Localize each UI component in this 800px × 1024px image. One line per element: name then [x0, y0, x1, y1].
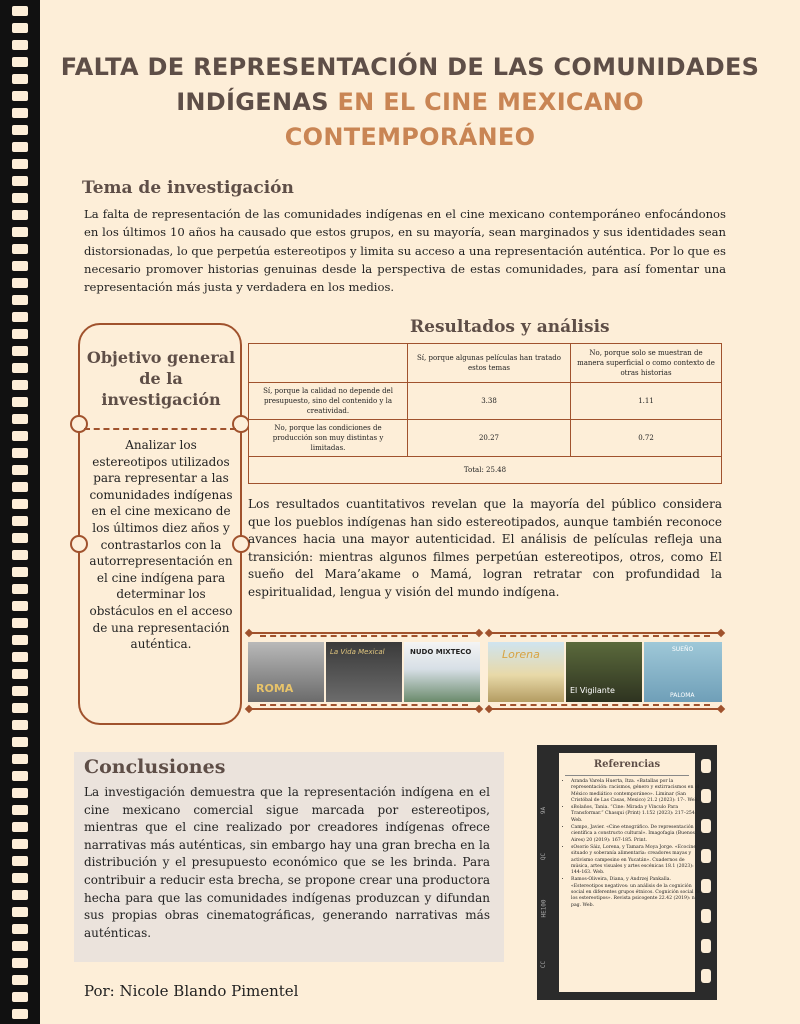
film-hole — [12, 992, 28, 1002]
film-edge-label: CC — [540, 960, 548, 969]
film-hole — [12, 754, 28, 764]
table-total: Total: 25.48 — [249, 457, 722, 484]
film-hole — [12, 737, 28, 747]
film-hole — [12, 941, 28, 951]
table-row — [249, 420, 722, 457]
divider — [84, 428, 236, 430]
film-hole — [12, 227, 28, 237]
film-hole — [12, 125, 28, 135]
strip-border — [486, 632, 724, 634]
film-hole — [12, 346, 28, 356]
film-hole — [12, 618, 28, 628]
film-hole — [12, 975, 28, 985]
reference-item: • Ramos-Oliveira, Diana, y Andrzej Pankalla. «Estereotipos negativos: un análisis de la cognición social en diferentes grupos étnicos. Cognición social de los estereotipos». Revista psicogente 22.42 (2019): n. pag. Web. — [571, 877, 701, 908]
strip-dash — [500, 635, 710, 637]
film-hole — [701, 879, 711, 893]
film-hole — [12, 635, 28, 645]
film-hole — [12, 295, 28, 305]
film-hole — [12, 482, 28, 492]
film-hole — [12, 788, 28, 798]
poster-vida-mexicana — [326, 642, 402, 702]
poster-nudo-mixteco — [404, 642, 480, 702]
poster-lorena — [488, 642, 564, 702]
film-hole — [12, 1009, 28, 1019]
strip-dash — [500, 704, 710, 706]
divider — [565, 775, 689, 776]
box-notch — [70, 535, 88, 553]
film-hole — [12, 414, 28, 424]
strip-border — [246, 708, 482, 710]
strip-diamond — [475, 629, 483, 637]
film-hole — [12, 550, 28, 560]
objetivo-box — [78, 323, 242, 725]
table-row-label: No, porque las condiciones de producción son muy distintas y limitadas. — [249, 420, 408, 457]
film-hole — [12, 669, 28, 679]
referencias-list — [563, 779, 701, 910]
table-cell: 20.27 — [408, 420, 571, 457]
resultados-text: Los resultados cuantitativos revelan que la mayoría del público considera que los pueblos indígenas han sido estereotipados, aunque también reconoce avances hacia una mayor autenticidad. El análisis de películas refleja una transición: mientras algunos filmes perpetúan estereotipos, otros, como El sueño del Mara’akame o Mamá, logran retratar con profundidad la espiritualidad, lengua y visión del mundo indígena. — [248, 497, 722, 599]
resultados-heading: Resultados y análisis — [410, 317, 610, 337]
tema-heading: Tema de investigación — [82, 178, 294, 198]
referencias-panel — [559, 753, 701, 992]
poster-lorena-title: Lorena — [502, 648, 540, 661]
strip-diamond — [475, 705, 483, 713]
strip-dash — [260, 704, 468, 706]
film-hole — [12, 397, 28, 407]
poster-sueno-title: SUEÑO — [672, 646, 694, 653]
results-table — [248, 343, 722, 484]
film-hole — [12, 958, 28, 968]
poster-roma — [248, 642, 324, 702]
film-hole — [12, 40, 28, 50]
film-hole — [12, 176, 28, 186]
table-cell: 0.72 — [571, 420, 722, 457]
film-strip-decoration — [0, 0, 40, 1024]
strip-border — [246, 632, 482, 634]
film-hole — [701, 819, 711, 833]
film-hole — [12, 244, 28, 254]
film-hole — [12, 159, 28, 169]
reference-item: • Aranda Varela Huerta, Itza. «Batallas por la representación: racismos, género y extirracismos en el México mediático contemporáneo». Liminar (San Cristóbal de Las Casas, Mexico) 21.2 (2023): 17-. Web. — [571, 779, 701, 804]
table-cell: 3.38 — [408, 383, 571, 420]
reference-item: • Campo, Javier. «Cine etnográfico. De representación científica a constructo cultural». Imagofagia (Buenos Aires) 20 (2019): 167-185. Print. — [571, 825, 701, 844]
film-edge-label: HE100 — [540, 899, 548, 918]
film-hole — [12, 856, 28, 866]
film-hole — [12, 703, 28, 713]
film-hole — [12, 720, 28, 730]
film-hole — [12, 652, 28, 662]
conclusiones-text: La investigación demuestra que la representación indígena en el cine mexicano comercial sigue marcada por estereotipos, mientras que el cine realizado por creadores indígenas ofrece narrativas más auténticas, sin embargo hay una gran brecha en la distribución y el presupuesto económico que se les brinda. Para contribuir a reducir esta brecha, se propone crear una productora hecha para que las comunidades indígenas produzcan y difundan sus propias obras cinematográficas, generando narrativas más auténticas. — [84, 785, 490, 940]
film-hole — [12, 686, 28, 696]
film-hole — [12, 142, 28, 152]
film-hole — [12, 91, 28, 101]
film-hole — [12, 584, 28, 594]
objetivo-text: Analizar los estereotipos utilizados para representar a las comunidades indígenas en el cine mexicano de los últimos diez años y contrastarlos con la autorrepresentación en el cine indígena para determinar los obstáculos en el acceso de una representación auténtica. — [89, 438, 233, 652]
film-hole — [12, 363, 28, 373]
film-hole — [701, 909, 711, 923]
film-hole — [12, 278, 28, 288]
box-notch — [70, 415, 88, 433]
film-hole — [12, 193, 28, 203]
poster-vida-title: La Vida Mexical — [330, 648, 385, 656]
table-cell: 1.11 — [571, 383, 722, 420]
film-hole — [701, 759, 711, 773]
film-hole — [12, 57, 28, 67]
film-hole — [701, 969, 711, 983]
strip-border — [486, 708, 724, 710]
strip-diamond — [485, 629, 493, 637]
poster-strip-right — [486, 632, 724, 714]
strip-diamond — [717, 629, 725, 637]
tema-text: La falta de representación de las comunidades indígenas en el cine mexicano contemporáneo enfocándonos en los últimos 10 años ha causado que estos grupos, en su mayoría, sean marginados y sus identidades sean distorsionadas, lo que perpetúa estereotipos y limita su acceso a una representación auténtica. Por lo que es necesario promover historias genuinas desde la perspectiva de estas comunidades, para así fomentar una representación más justa y verdadera en los medios. — [84, 207, 726, 295]
film-hole — [12, 567, 28, 577]
film-hole — [12, 601, 28, 611]
poster-nudo-title: NUDO MIXTECO — [410, 648, 472, 656]
poster-sueno-subtitle: PALOMA — [670, 692, 695, 699]
table-row — [249, 383, 722, 420]
table-row-label: Sí, porque la calidad no depende del presupuesto, sino del contenido y la creatividad. — [249, 383, 408, 420]
poster-roma-title: ROMA — [256, 682, 294, 695]
poster-el-vigilante — [566, 642, 642, 702]
table-header-cell: Sí, porque algunas películas han tratado estos temas — [408, 344, 571, 383]
film-hole — [12, 261, 28, 271]
conclusiones-heading: Conclusiones — [84, 756, 226, 778]
film-hole — [12, 890, 28, 900]
poster-vigilante-title: El Vigilante — [570, 686, 615, 695]
reference-item: • sBolaños, Tania. “Cine: Mirada y Vínculo Para Transformar.” Chasqui (Print) 1.152 (2023): 217–254. Web. — [571, 805, 701, 824]
film-hole — [12, 533, 28, 543]
film-hole — [12, 465, 28, 475]
film-hole — [12, 6, 28, 16]
film-hole — [12, 873, 28, 883]
referencias-film-frame — [537, 745, 717, 1000]
film-hole — [12, 210, 28, 220]
table-corner-cell — [249, 344, 408, 383]
film-hole — [12, 822, 28, 832]
reference-item: • sOsorio Sáiz, Lorena, y Tamara Moya Jorge. «Ecocine situado y soberanía alimentaria: creadores mayas y activismo campesino en Yucatán». Cuadernos de música, artes visuales y artes escénicas 18.1 (2023): 144-163. Web. — [571, 845, 701, 876]
film-hole — [12, 771, 28, 781]
film-hole — [12, 499, 28, 509]
film-hole — [12, 108, 28, 118]
film-hole — [701, 939, 711, 953]
title-accent: EN EL CINE MEXICANO CONTEMPORÁNEO — [284, 88, 644, 151]
film-hole — [12, 380, 28, 390]
strip-diamond — [485, 705, 493, 713]
film-hole — [12, 74, 28, 84]
film-hole — [12, 431, 28, 441]
film-hole — [701, 789, 711, 803]
film-hole — [12, 839, 28, 849]
film-hole — [12, 448, 28, 458]
film-hole — [12, 329, 28, 339]
film-hole — [12, 516, 28, 526]
referencias-heading: Referencias — [593, 759, 661, 770]
table-total-row — [249, 457, 722, 484]
film-hole — [12, 23, 28, 33]
film-hole — [12, 312, 28, 322]
film-edge-label: QC — [540, 852, 548, 861]
objetivo-heading: Objetivo general de la investigación — [86, 348, 236, 409]
strip-diamond — [245, 629, 253, 637]
author-credit: Por: Nicole Blando Pimentel — [84, 982, 299, 1000]
film-edge-label: 9A — [540, 806, 548, 815]
film-hole — [12, 907, 28, 917]
strip-diamond — [245, 705, 253, 713]
table-header-cell: No, porque solo se muestran de manera superficial o como contexto de otras historias — [571, 344, 722, 383]
page-title — [60, 50, 760, 155]
table-header-row — [249, 344, 722, 383]
film-hole — [701, 849, 711, 863]
strip-diamond — [717, 705, 725, 713]
poster-sueno — [644, 642, 722, 702]
poster-strip-left — [246, 632, 482, 714]
strip-dash — [260, 635, 468, 637]
film-hole — [12, 924, 28, 934]
film-hole — [12, 805, 28, 815]
title-main: FALTA DE REPRESENTACIÓN DE LAS COMUNIDADES INDÍGENAS — [60, 53, 760, 116]
